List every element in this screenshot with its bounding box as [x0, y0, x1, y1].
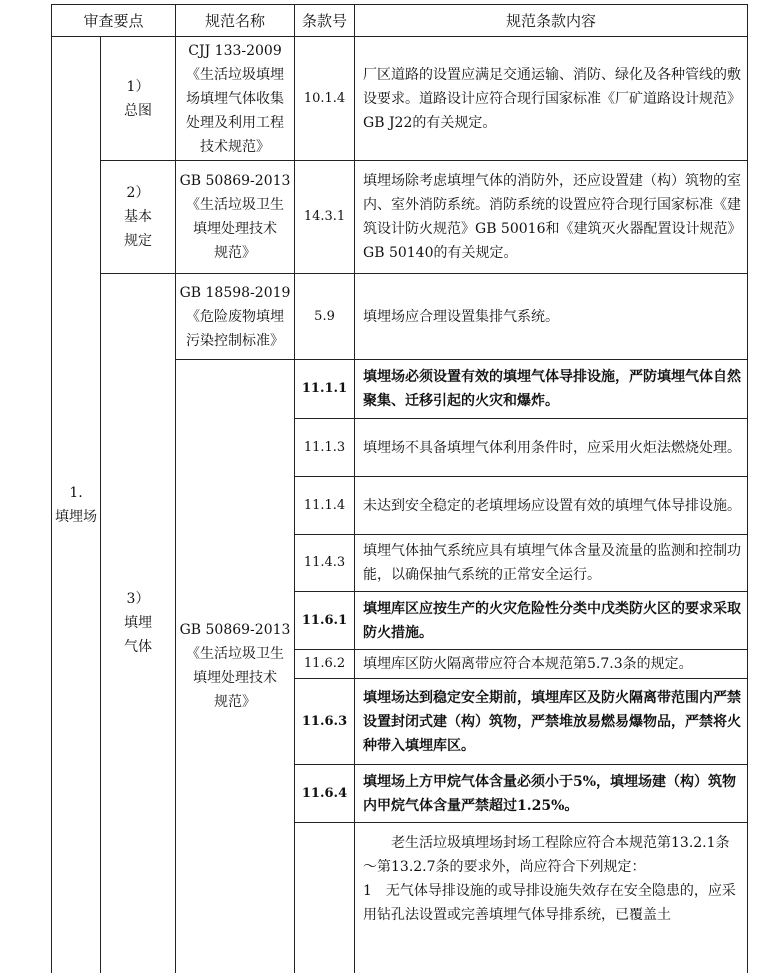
clause-intro: 老生活垃圾填埋场封场工程除应符合本规范第13.2.1条～第13.2.7条的要求外，尚应符合下列规定： [363, 835, 730, 875]
subsection-name: 填埋 [124, 615, 152, 632]
subsection-label: 3） [126, 591, 150, 608]
clause-content: 厂区道路的设置应满足交通运输、消防、绿化及各种管线的敷设要求。道路设计应符合现行国家标准《厂矿道路设计规范》GB J22的有关规定。 [355, 37, 748, 161]
clause-number: 11.1.3 [295, 419, 355, 477]
clause-number: 11.6.3 [295, 679, 355, 765]
subsection-label: 1） [126, 78, 150, 95]
clause-content: 填埋场必须设置有效的填埋气体导排设施，严防填埋气体自然聚集、迁移引起的火灾和爆炸。 [355, 360, 748, 419]
clause-content [355, 823, 748, 973]
standard-title-line: 《生活垃圾卫生 [186, 646, 285, 663]
standard-title-line: 《危险废物填埋 [186, 308, 285, 325]
clause-content: 填埋场不具备填埋气体利用条件时，应采用火炬法燃烧处理。 [355, 419, 748, 477]
clause-number: 5.9 [295, 274, 355, 360]
header-clause-content: 规范条款内容 [355, 5, 748, 37]
subsection-label: 2） [126, 185, 150, 201]
standard-code: CJJ 133-2009 [188, 42, 282, 59]
section-name: 填埋场 [55, 508, 97, 525]
header-clause-number: 条款号 [295, 5, 355, 37]
standard-cell [176, 161, 295, 274]
standard-title-line: 处理及利用工程 [186, 114, 285, 131]
subsection-name: 规定 [124, 233, 152, 249]
standard-code: GB 50869-2013 [179, 173, 291, 189]
header-row [52, 5, 748, 37]
standard-title-line: 填埋处理技术 [193, 670, 278, 687]
clause-content: 填埋气体抽气系统应具有填埋气体含量及流量的监测和控制功能，以确保抽气系统的正常安全运行。 [355, 535, 748, 592]
clause-number: 14.3.1 [295, 161, 355, 274]
standard-title-line: 填埋处理技术 [193, 221, 278, 237]
subsection-name: 总图 [124, 102, 152, 119]
clause-content: 未达到安全稳定的老填埋场应设置有效的填埋气体导排设施。 [355, 477, 748, 535]
clause-number: 11.1.1 [295, 360, 355, 419]
table-row [52, 37, 748, 161]
header-review-points: 审查要点 [52, 5, 176, 37]
clause-number [295, 823, 355, 973]
subsection-name: 基本 [124, 209, 152, 225]
standard-title-line: 技术规范》 [200, 138, 271, 155]
review-table [51, 4, 748, 973]
clause-content: 填埋库区应按生产的火灾危险性分类中戊类防火区的要求采取防火措施。 [355, 592, 748, 650]
standard-title-line: 《生活垃圾卫生 [186, 197, 285, 213]
clause-content: 填埋库区防火隔离带应符合本规范第5.7.3条的规定。 [355, 650, 748, 679]
section-number: 1. [69, 484, 83, 501]
standard-code: GB 18598-2019 [179, 284, 291, 301]
header-standard-name: 规范名称 [176, 5, 295, 37]
standard-title-line: 场填埋气体收集 [186, 90, 285, 107]
clause-content: 填埋场应合理设置集排气系统。 [355, 274, 748, 360]
clause-number: 10.1.4 [295, 37, 355, 161]
table-row [52, 274, 748, 360]
clause-item: 1 无气体导排设施的或导排设施失效存在安全隐患的，应采用钻孔法设置或完善填埋气体导排系统，已覆盖土 [363, 883, 736, 923]
clause-number: 11.1.4 [295, 477, 355, 535]
clause-content: 填埋场达到稳定安全期前，填埋库区及防火隔离带范围内严禁设置封闭式建（构）筑物，严禁堆放易燃易爆物品，严禁将火种带入填埋库区。 [355, 679, 748, 765]
section-cell [52, 37, 101, 973]
subsection-cell [101, 37, 176, 161]
standard-title-line: 《生活垃圾填埋 [186, 66, 285, 83]
subsection-name: 气体 [124, 639, 152, 656]
standard-title-line: 规范》 [214, 245, 257, 261]
clause-content: 填埋场除考虑填埋气体的消防外，还应设置建（构）筑物的室内、室外消防系统。消防系统的设置应符合现行国家标准《建筑设计防火规范》GB 50016和《建筑灭火器配置设计规范》GB 50140的有关规定。 [355, 161, 748, 274]
standard-cell [176, 274, 295, 360]
subsection-cell [101, 274, 176, 973]
clause-number: 11.4.3 [295, 535, 355, 592]
standard-code: GB 50869-2013 [179, 622, 291, 639]
standard-cell [176, 360, 295, 973]
standard-title-line: 污染控制标准》 [186, 332, 285, 349]
standard-title-line: 规范》 [214, 694, 257, 711]
clause-content: 填埋场上方甲烷气体含量必须小于5%，填埋场建（构）筑物内甲烷气体含量严禁超过1.25%。 [355, 765, 748, 823]
standard-cell [176, 37, 295, 161]
clause-number: 11.6.1 [295, 592, 355, 650]
subsection-cell [101, 161, 176, 274]
clause-number: 11.6.4 [295, 765, 355, 823]
table-row [52, 161, 748, 274]
clause-number: 11.6.2 [295, 650, 355, 679]
